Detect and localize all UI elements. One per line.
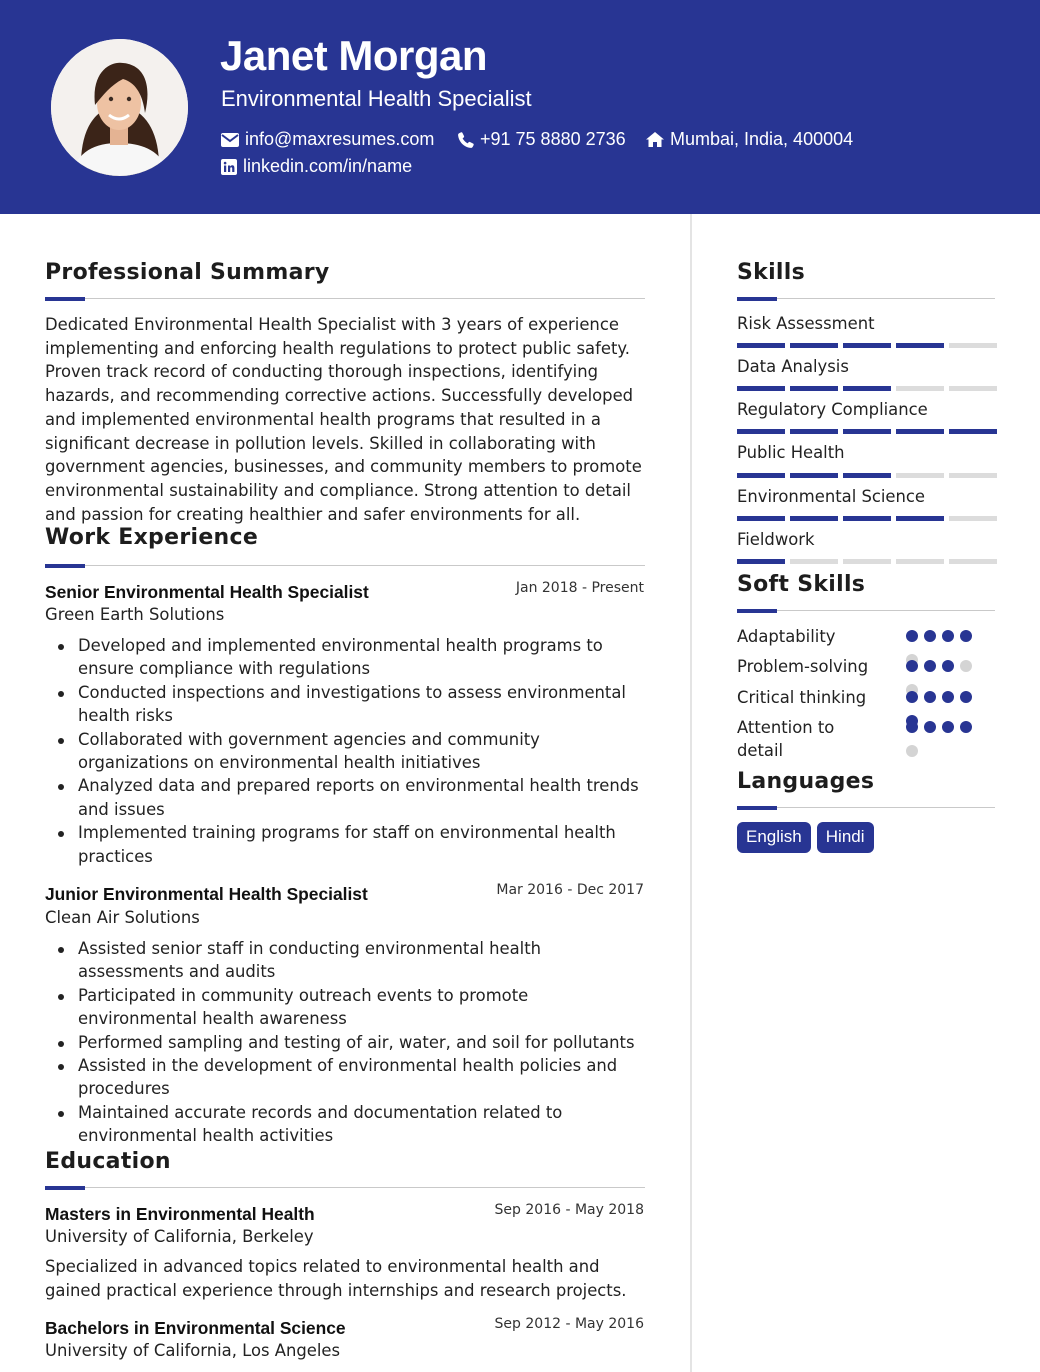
skill-level-segment (843, 516, 891, 521)
list-item: Conducted inspections and investigations to assess environmental health risks (45, 681, 650, 728)
contact-linkedin[interactable] (221, 156, 412, 177)
soft-skill-dot (906, 721, 918, 733)
resume-header (0, 0, 1040, 214)
experience-accent (45, 564, 85, 568)
skill-level-segment (737, 559, 785, 564)
summary-heading: Professional Summary (45, 260, 330, 285)
skill-name: Risk Assessment (737, 314, 875, 333)
contact-phone[interactable] (458, 129, 626, 150)
skill-level-segment (896, 343, 944, 348)
list-item: Assisted in the development of environmental health policies and procedures (45, 1054, 650, 1101)
degree-title: Bachelors in Environmental Science (45, 1318, 346, 1338)
skill-level-segment (737, 516, 785, 521)
skill-level-segment (790, 559, 838, 564)
soft-skill-dot (924, 721, 936, 733)
soft-skill-dot (906, 630, 918, 642)
language-tags (737, 822, 874, 853)
job-title: Senior Environmental Health Specialist (45, 582, 369, 602)
skill-level-segment (896, 516, 944, 521)
skill-level-segment (896, 473, 944, 478)
skill-level-segment (949, 516, 997, 521)
home-icon (646, 132, 664, 147)
phone-text: +91 75 8880 2736 (480, 129, 626, 149)
skill-level-segment (790, 343, 838, 348)
language-tag: Hindi (817, 822, 874, 853)
summary-rule (45, 298, 645, 299)
contact-location (646, 129, 853, 150)
list-item: Implemented training programs for staff on environmental health practices (45, 821, 650, 868)
degree-school: University of California, Berkeley (45, 1227, 314, 1246)
soft-skill-dot (960, 721, 972, 733)
list-item: Collaborated with government agencies and community organizations on environmental health initiatives (45, 728, 650, 775)
skill-level-segment (843, 559, 891, 564)
languages-accent (737, 806, 777, 810)
job-bullets (45, 937, 650, 1148)
phone-icon (458, 132, 474, 148)
soft-skill-dot (942, 630, 954, 642)
job-dates: Jan 2018 - Present (515, 580, 644, 596)
skill-level-segment (737, 429, 785, 434)
skill-level-segment (949, 559, 997, 564)
soft-skill-dot (906, 660, 918, 672)
linkedin-icon (221, 159, 237, 175)
soft-skill-dot (942, 660, 954, 672)
skills-accent (737, 297, 777, 301)
skill-level-bar (737, 559, 997, 564)
soft-skill-name: Critical thinking (737, 688, 867, 707)
soft-skill-name: Adaptability (737, 627, 836, 646)
education-accent (45, 1186, 85, 1190)
language-tag: English (737, 822, 811, 853)
degree-dates: Sep 2012 - May 2016 (494, 1316, 644, 1332)
list-item: Maintained accurate records and documentation related to environmental health activities (45, 1101, 650, 1148)
soft-skill-dot (960, 630, 972, 642)
degree-dates: Sep 2016 - May 2018 (494, 1202, 644, 1218)
contact-email[interactable] (221, 129, 434, 150)
soft-skill-dot (906, 745, 918, 757)
soft-skill-dot (924, 630, 936, 642)
experience-rule (45, 565, 645, 566)
degree-description: Specialized in advanced topics related to environmental health and gained practical experience through internships and research projects. (45, 1257, 627, 1300)
soft-skills-heading: Soft Skills (737, 572, 866, 597)
skill-level-segment (790, 516, 838, 521)
skill-level-segment (737, 386, 785, 391)
job-bullets (45, 634, 650, 868)
linkedin-text: linkedin.com/in/name (243, 156, 413, 176)
education-heading: Education (45, 1149, 171, 1174)
column-divider (690, 214, 692, 1372)
job-company: Clean Air Solutions (45, 908, 200, 927)
skill-level-bar (737, 386, 997, 391)
skill-level-segment (737, 473, 785, 478)
soft-skill-name: Problem-solving (737, 657, 869, 676)
soft-skill-dot (960, 660, 972, 672)
job-company: Green Earth Solutions (45, 605, 225, 624)
skill-level-segment (896, 559, 944, 564)
summary-text: Dedicated Environmental Health Specialist with 3 years of experience implementing and enforcing health regulations to protect public safety. Proven track record of conducting thorough inspections, identifying hazards, and recommending corrective actions. Successfully developed and implemented environmental health programs that resulted in a significant decrease in pollution levels. Skilled in collaborating with government agencies, businesses, and community members to promote environmental sustainability and compliance. Strong attention to detail and passion for creating healthier and safer environments for all. (45, 315, 642, 524)
candidate-title: Environmental Health Specialist (221, 86, 532, 111)
candidate-name: Janet Morgan (220, 32, 488, 79)
soft-skill-dot (960, 691, 972, 703)
skills-heading: Skills (737, 260, 805, 285)
skill-level-segment (790, 429, 838, 434)
skill-name: Regulatory Compliance (737, 400, 928, 419)
skill-level-segment (949, 343, 997, 348)
skill-name: Environmental Science (737, 487, 926, 506)
location-text: Mumbai, India, 400004 (670, 129, 854, 149)
list-item: Assisted senior staff in conducting environmental health assessments and audits (45, 937, 650, 984)
portrait-image (51, 39, 188, 176)
list-item: Analyzed data and prepared reports on environmental health trends and issues (45, 774, 650, 821)
soft-skill-name: Attention to detail (737, 718, 835, 760)
skill-level-segment (949, 386, 997, 391)
list-item: Participated in community outreach events to promote environmental health awareness (45, 984, 650, 1031)
languages-heading: Languages (737, 769, 875, 794)
list-item: Performed sampling and testing of air, water, and soil for pollutants (45, 1031, 650, 1054)
summary-accent (45, 297, 85, 301)
degree-school: University of California, Los Angeles (45, 1341, 341, 1360)
skill-level-segment (896, 429, 944, 434)
soft-skill-dot (942, 691, 954, 703)
skill-level-segment (843, 343, 891, 348)
degree-title: Masters in Environmental Health (45, 1204, 315, 1224)
skill-level-bar (737, 343, 997, 348)
skill-level-segment (896, 386, 944, 391)
email-text: info@maxresumes.com (245, 129, 435, 149)
education-rule (45, 1187, 645, 1188)
skill-level-segment (843, 386, 891, 391)
skill-name: Data Analysis (737, 357, 849, 376)
profile-photo (51, 39, 188, 176)
job-title: Junior Environmental Health Specialist (45, 884, 368, 904)
soft-skill-dot (924, 660, 936, 672)
job-dates: Mar 2016 - Dec 2017 (496, 882, 644, 898)
skill-level-segment (737, 343, 785, 348)
soft-skill-dot (924, 691, 936, 703)
skill-level-segment (790, 473, 838, 478)
envelope-icon (221, 133, 239, 147)
skill-name: Fieldwork (737, 530, 815, 549)
skill-name: Public Health (737, 443, 845, 462)
skill-level-bar (737, 516, 997, 521)
skill-level-segment (949, 473, 997, 478)
soft-skills-accent (737, 609, 777, 613)
skill-level-bar (737, 473, 997, 478)
skill-level-segment (949, 429, 997, 434)
skill-level-segment (843, 429, 891, 434)
soft-skill-dot (906, 691, 918, 703)
experience-heading: Work Experience (45, 525, 259, 550)
list-item: Developed and implemented environmental health programs to ensure compliance with regulations (45, 634, 650, 681)
soft-skill-dot (942, 721, 954, 733)
skill-level-segment (843, 473, 891, 478)
skill-level-bar (737, 429, 997, 434)
skill-level-segment (790, 386, 838, 391)
